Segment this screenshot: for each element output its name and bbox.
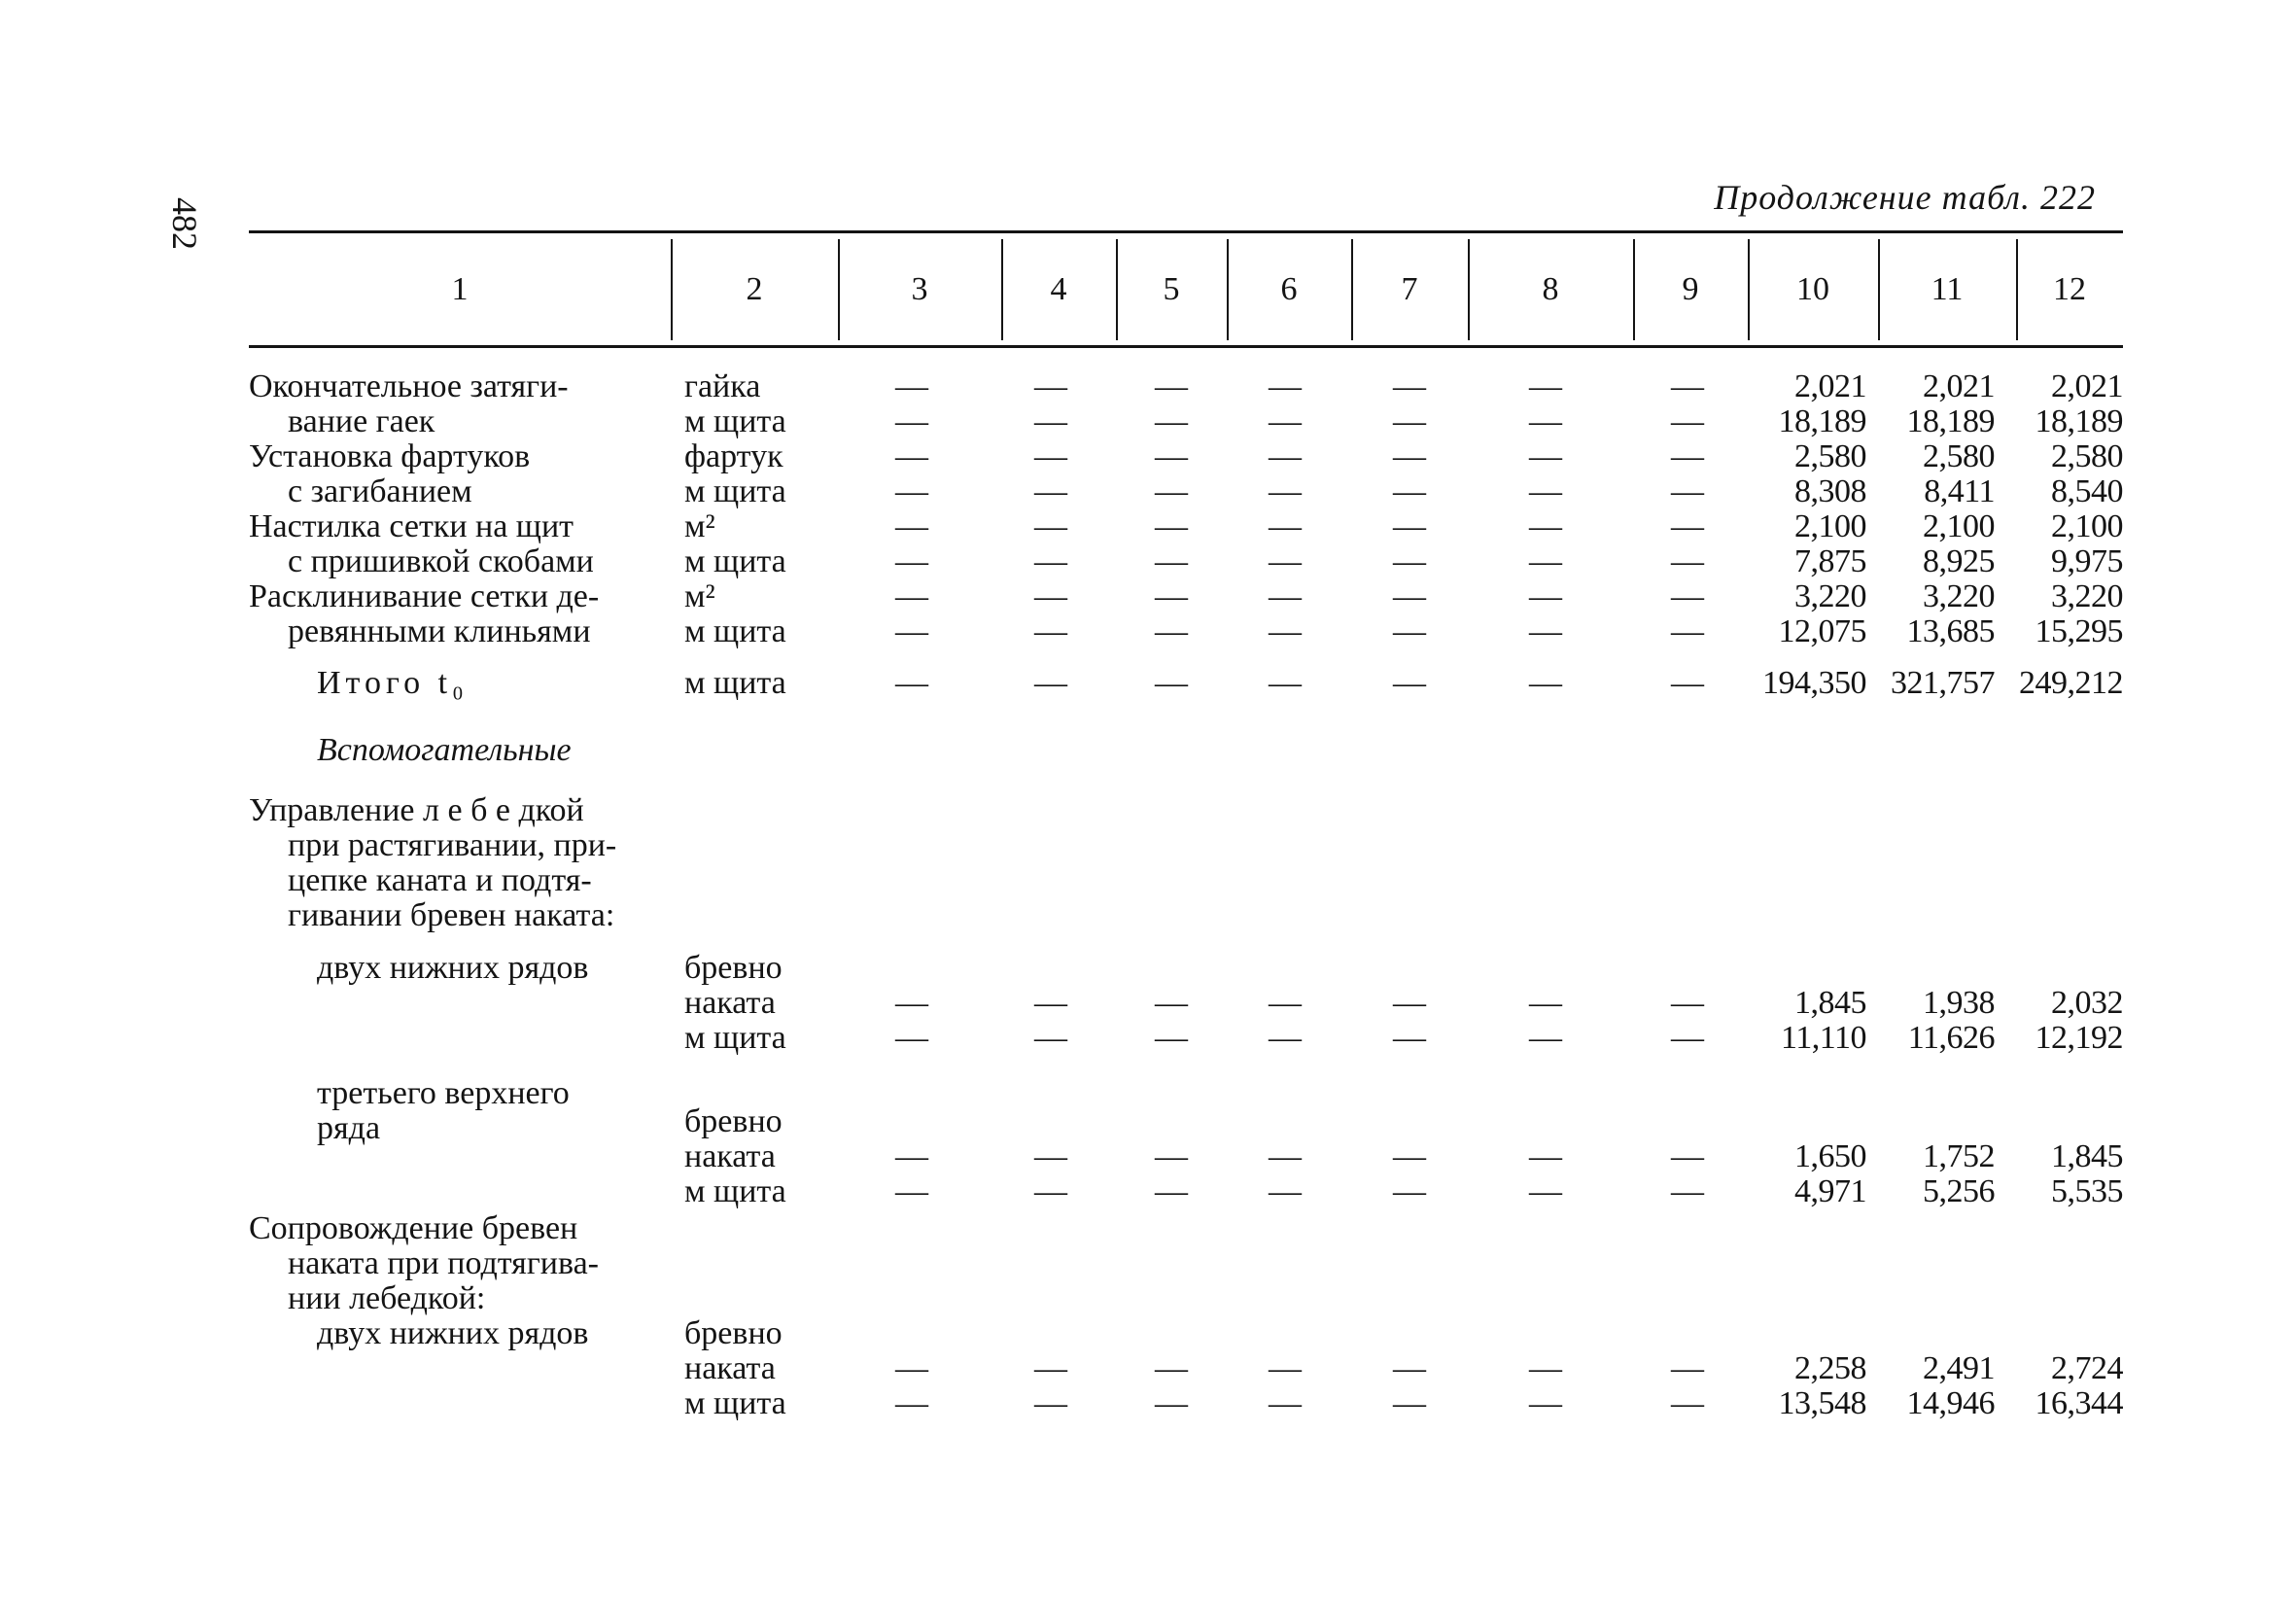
row-label: двух нижних рядов — [317, 1315, 589, 1351]
column-header-9: 9 — [1682, 271, 1699, 307]
dash-cell: — — [895, 543, 928, 579]
value-cell: 8,540 — [2051, 473, 2123, 509]
dash-cell: — — [895, 578, 928, 614]
dash-cell: — — [1393, 403, 1426, 439]
dash-cell: — — [1034, 613, 1067, 649]
column-header-2: 2 — [746, 271, 763, 307]
dash-cell: — — [1671, 665, 1704, 701]
value-cell: 2,021 — [1923, 368, 1995, 404]
dash-cell: — — [895, 665, 928, 701]
column-divider — [838, 239, 840, 340]
value-cell: 7,875 — [1794, 543, 1866, 579]
unit-cell: м щита — [684, 403, 786, 439]
dash-cell: — — [1671, 1385, 1704, 1421]
dash-cell: — — [1393, 368, 1426, 404]
column-header-11: 11 — [1931, 271, 1964, 307]
row-label: Установка фартуков — [249, 438, 531, 474]
dash-cell: — — [1034, 578, 1067, 614]
value-cell: 249,212 — [2019, 665, 2123, 701]
dash-cell: — — [1393, 543, 1426, 579]
column-divider — [1351, 239, 1353, 340]
column-header-1: 1 — [451, 271, 469, 307]
unit-cell: бревно — [684, 1315, 783, 1351]
value-cell: 194,350 — [1762, 665, 1866, 701]
value-cell: 1,845 — [1794, 985, 1866, 1021]
dash-cell: — — [1529, 1350, 1562, 1386]
value-cell: 9,975 — [2051, 543, 2123, 579]
dash-cell: — — [1155, 1173, 1188, 1209]
dash-cell: — — [895, 473, 928, 509]
dash-cell: — — [1155, 473, 1188, 509]
dash-cell: — — [1034, 438, 1067, 474]
dash-cell: — — [1393, 613, 1426, 649]
column-divider — [1633, 239, 1635, 340]
unit-cell: наката — [684, 1138, 776, 1174]
dash-cell: — — [1393, 1173, 1426, 1209]
dash-cell: — — [1529, 1020, 1562, 1056]
value-cell: 16,344 — [2035, 1385, 2123, 1421]
row-label: наката при подтягива- — [288, 1245, 599, 1281]
column-divider — [2016, 239, 2018, 340]
table-top-rule — [249, 230, 2123, 233]
value-cell: 2,032 — [2051, 985, 2123, 1021]
dash-cell: — — [1269, 543, 1302, 579]
dash-cell: — — [1034, 543, 1067, 579]
column-header-6: 6 — [1280, 271, 1298, 307]
column-divider — [1227, 239, 1229, 340]
dash-cell: — — [895, 368, 928, 404]
value-cell: 13,548 — [1778, 1385, 1866, 1421]
dash-cell: — — [1393, 1020, 1426, 1056]
dash-cell: — — [1155, 508, 1188, 544]
dash-cell: — — [1529, 1173, 1562, 1209]
dash-cell: — — [895, 1020, 928, 1056]
dash-cell: — — [1034, 368, 1067, 404]
dash-cell: — — [1269, 613, 1302, 649]
value-cell: 18,189 — [1906, 403, 1995, 439]
column-divider — [671, 239, 673, 340]
row-label: Окончательное затяги- — [249, 368, 569, 404]
value-cell: 4,971 — [1794, 1173, 1866, 1209]
dash-cell: — — [1393, 438, 1426, 474]
dash-cell: — — [1671, 1350, 1704, 1386]
dash-cell: — — [1671, 985, 1704, 1021]
column-header-10: 10 — [1796, 271, 1829, 307]
dash-cell: — — [1269, 1350, 1302, 1386]
unit-cell: м щита — [684, 665, 786, 701]
table-header-rule — [249, 345, 2123, 348]
dash-cell: — — [1155, 543, 1188, 579]
value-cell: 2,724 — [2051, 1350, 2123, 1386]
dash-cell: — — [1529, 665, 1562, 701]
unit-cell: м щита — [684, 1173, 786, 1209]
value-cell: 321,757 — [1891, 665, 1995, 701]
dash-cell: — — [1529, 985, 1562, 1021]
unit-cell: м щита — [684, 473, 786, 509]
row-label: Итого t₀ — [317, 665, 469, 701]
unit-cell: наката — [684, 985, 776, 1021]
dash-cell: — — [895, 1138, 928, 1174]
value-cell: 11,110 — [1781, 1020, 1866, 1056]
value-cell: 2,258 — [1794, 1350, 1866, 1386]
dash-cell: — — [1529, 403, 1562, 439]
dash-cell: — — [1155, 578, 1188, 614]
value-cell: 15,295 — [2035, 613, 2123, 649]
dash-cell: — — [1671, 543, 1704, 579]
unit-cell: бревно — [684, 1103, 783, 1139]
value-cell: 2,491 — [1923, 1350, 1995, 1386]
dash-cell: — — [1393, 1385, 1426, 1421]
unit-cell: м² — [684, 578, 715, 614]
dash-cell: — — [1155, 1138, 1188, 1174]
dash-cell: — — [1671, 1138, 1704, 1174]
dash-cell: — — [895, 985, 928, 1021]
value-cell: 2,100 — [2051, 508, 2123, 544]
value-cell: 2,580 — [2051, 438, 2123, 474]
value-cell: 5,256 — [1923, 1173, 1995, 1209]
row-label: третьего верхнего — [317, 1075, 570, 1111]
row-label: вание гаек — [288, 403, 435, 439]
dash-cell: — — [1155, 403, 1188, 439]
value-cell: 8,925 — [1923, 543, 1995, 579]
dash-cell: — — [1034, 1173, 1067, 1209]
dash-cell: — — [1269, 368, 1302, 404]
dash-cell: — — [895, 613, 928, 649]
column-divider — [1116, 239, 1118, 340]
dash-cell: — — [895, 1350, 928, 1386]
dash-cell: — — [895, 403, 928, 439]
dash-cell: — — [1269, 473, 1302, 509]
row-label: при растягивании, при- — [288, 827, 617, 863]
page-number: 482 — [165, 197, 204, 250]
dash-cell: — — [1155, 1020, 1188, 1056]
dash-cell: — — [1034, 1350, 1067, 1386]
dash-cell: — — [1155, 368, 1188, 404]
dash-cell: — — [1269, 438, 1302, 474]
dash-cell: — — [1393, 985, 1426, 1021]
unit-cell: гайка — [684, 368, 761, 404]
dash-cell: — — [1671, 368, 1704, 404]
column-header-7: 7 — [1401, 271, 1418, 307]
dash-cell: — — [1269, 1138, 1302, 1174]
column-divider — [1748, 239, 1750, 340]
dash-cell: — — [1269, 578, 1302, 614]
value-cell: 2,021 — [2051, 368, 2123, 404]
unit-cell: наката — [684, 1350, 776, 1386]
dash-cell: — — [1269, 1385, 1302, 1421]
dash-cell: — — [1393, 665, 1426, 701]
value-cell: 14,946 — [1906, 1385, 1995, 1421]
value-cell: 1,845 — [2051, 1138, 2123, 1174]
dash-cell: — — [1671, 438, 1704, 474]
column-header-3: 3 — [911, 271, 928, 307]
dash-cell: — — [1034, 985, 1067, 1021]
unit-cell: фартук — [684, 438, 783, 474]
value-cell: 5,535 — [2051, 1173, 2123, 1209]
dash-cell: — — [1155, 665, 1188, 701]
dash-cell: — — [1671, 1173, 1704, 1209]
dash-cell: — — [1269, 508, 1302, 544]
unit-cell: м щита — [684, 543, 786, 579]
value-cell: 11,626 — [1907, 1020, 1995, 1056]
column-header-8: 8 — [1542, 271, 1559, 307]
dash-cell: — — [1671, 508, 1704, 544]
unit-cell: м щита — [684, 1385, 786, 1421]
value-cell: 2,021 — [1794, 368, 1866, 404]
value-cell: 18,189 — [2035, 403, 2123, 439]
dash-cell: — — [1529, 508, 1562, 544]
value-cell: 1,650 — [1794, 1138, 1866, 1174]
dash-cell: — — [1269, 403, 1302, 439]
dash-cell: — — [1529, 543, 1562, 579]
dash-cell: — — [895, 508, 928, 544]
row-label: двух нижних рядов — [317, 950, 589, 986]
value-cell: 3,220 — [1923, 578, 1995, 614]
dash-cell: — — [1034, 665, 1067, 701]
dash-cell: — — [1671, 403, 1704, 439]
row-label: с загибанием — [288, 473, 472, 509]
dash-cell: — — [895, 438, 928, 474]
dash-cell: — — [1155, 985, 1188, 1021]
row-label: ряда — [317, 1110, 381, 1146]
dash-cell: — — [1671, 473, 1704, 509]
value-cell: 12,075 — [1778, 613, 1866, 649]
dash-cell: — — [1269, 985, 1302, 1021]
dash-cell: — — [1529, 473, 1562, 509]
row-label: нии лебедкой: — [288, 1280, 486, 1316]
column-divider — [1001, 239, 1003, 340]
value-cell: 2,580 — [1794, 438, 1866, 474]
unit-cell: бревно — [684, 950, 783, 986]
dash-cell: — — [1529, 368, 1562, 404]
dash-cell: — — [1671, 1020, 1704, 1056]
dash-cell: — — [1393, 1138, 1426, 1174]
unit-cell: м² — [684, 508, 715, 544]
row-label: гивании бревен наката: — [288, 897, 615, 933]
row-label: Сопровождение бревен — [249, 1210, 578, 1246]
value-cell: 8,411 — [1924, 473, 1995, 509]
value-cell: 3,220 — [2051, 578, 2123, 614]
column-header-4: 4 — [1050, 271, 1067, 307]
value-cell: 8,308 — [1794, 473, 1866, 509]
dash-cell: — — [1155, 438, 1188, 474]
dash-cell: — — [1034, 1385, 1067, 1421]
row-label: цепке каната и подтя- — [288, 862, 592, 898]
row-label: Расклинивание сетки де- — [249, 578, 600, 614]
dash-cell: — — [895, 1173, 928, 1209]
dash-cell: — — [1034, 403, 1067, 439]
value-cell: 12,192 — [2035, 1020, 2123, 1056]
row-label: Вспомогательные — [317, 732, 572, 768]
row-label: с пришивкой скобами — [288, 543, 594, 579]
unit-cell: м щита — [684, 1020, 786, 1056]
value-cell: 2,580 — [1923, 438, 1995, 474]
dash-cell: — — [1393, 508, 1426, 544]
dash-cell: — — [1034, 473, 1067, 509]
value-cell: 18,189 — [1778, 403, 1866, 439]
value-cell: 3,220 — [1794, 578, 1866, 614]
dash-cell: — — [1269, 1020, 1302, 1056]
dash-cell: — — [1393, 578, 1426, 614]
value-cell: 2,100 — [1923, 508, 1995, 544]
row-label: Настилка сетки на щит — [249, 508, 574, 544]
dash-cell: — — [1155, 1350, 1188, 1386]
dash-cell: — — [1671, 578, 1704, 614]
dash-cell: — — [1155, 613, 1188, 649]
dash-cell: — — [1393, 1350, 1426, 1386]
dash-cell: — — [1034, 1138, 1067, 1174]
dash-cell: — — [1529, 438, 1562, 474]
dash-cell: — — [1034, 1020, 1067, 1056]
table-caption: Продолжение табл. 222 — [1714, 178, 2096, 217]
row-label: ревянными клиньями — [288, 613, 591, 649]
value-cell: 13,685 — [1906, 613, 1995, 649]
dash-cell: — — [1671, 613, 1704, 649]
dash-cell: — — [1269, 1173, 1302, 1209]
dash-cell: — — [1529, 1138, 1562, 1174]
dash-cell: — — [1529, 578, 1562, 614]
value-cell: 1,938 — [1923, 985, 1995, 1021]
row-label: Управление л е б е дкой — [249, 792, 584, 828]
column-divider — [1468, 239, 1470, 340]
value-cell: 1,752 — [1923, 1138, 1995, 1174]
column-divider — [1878, 239, 1880, 340]
value-cell: 2,100 — [1794, 508, 1866, 544]
dash-cell: — — [1529, 613, 1562, 649]
unit-cell: м щита — [684, 613, 786, 649]
dash-cell: — — [1155, 1385, 1188, 1421]
dash-cell: — — [1034, 508, 1067, 544]
dash-cell: — — [1393, 473, 1426, 509]
dash-cell: — — [895, 1385, 928, 1421]
column-header-12: 12 — [2053, 271, 2086, 307]
dash-cell: — — [1529, 1385, 1562, 1421]
dash-cell: — — [1269, 665, 1302, 701]
column-header-5: 5 — [1163, 271, 1180, 307]
